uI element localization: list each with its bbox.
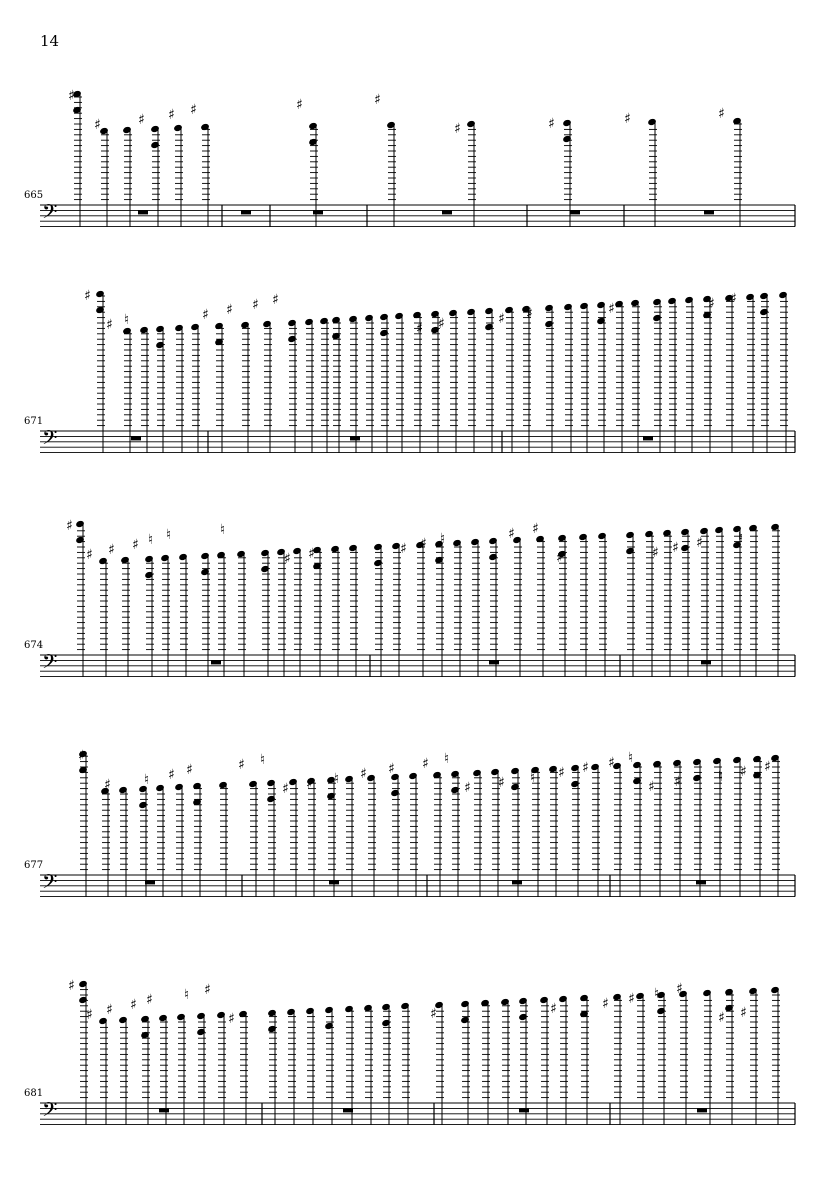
sharp-icon: ♯ <box>652 545 659 561</box>
sharp-icon: ♯ <box>508 526 515 542</box>
sharp-icon: ♯ <box>284 551 291 567</box>
sharp-icon: ♯ <box>740 764 747 780</box>
sharp-icon: ♯ <box>674 774 681 790</box>
sharp-icon: ♯ <box>104 777 111 793</box>
sharp-icon: ♯ <box>138 112 145 128</box>
sharp-icon: ♯ <box>648 779 655 795</box>
sharp-icon: ♯ <box>282 781 289 797</box>
natural-icon: ♮ <box>220 522 226 538</box>
sharp-icon: ♯ <box>106 1002 113 1018</box>
sharp-icon: ♯ <box>130 997 137 1013</box>
sharp-icon: ♯ <box>296 97 303 113</box>
sharp-icon: ♯ <box>624 111 631 127</box>
sharp-icon: ♯ <box>764 759 771 775</box>
sharp-icon: ♯ <box>558 765 565 781</box>
sharp-icon: ♯ <box>202 307 209 323</box>
natural-icon: ♮ <box>440 531 446 547</box>
whole-rest <box>343 1108 353 1112</box>
sharp-icon: ♯ <box>430 1006 437 1022</box>
page-number: 14 <box>40 32 60 50</box>
sharp-icon: ♯ <box>420 536 427 552</box>
sharp-icon: ♯ <box>464 780 471 796</box>
sharp-icon: ♯ <box>86 1007 93 1023</box>
natural-icon: ♮ <box>334 771 340 787</box>
sharp-icon: ♯ <box>718 106 725 122</box>
sharp-icon: ♯ <box>696 535 703 551</box>
natural-icon: ♮ <box>166 527 172 543</box>
sharp-icon: ♯ <box>608 301 615 317</box>
natural-icon: ♮ <box>148 532 154 548</box>
sharp-icon: ♯ <box>498 311 505 327</box>
sharp-icon: ♯ <box>582 760 589 776</box>
bass-clef-icon: 𝄢 <box>42 870 58 898</box>
sharp-icon: ♯ <box>78 748 85 764</box>
sharp-icon: ♯ <box>388 761 395 777</box>
sharp-icon: ♯ <box>168 767 175 783</box>
sharp-icon: ♯ <box>146 992 153 1008</box>
sharp-icon: ♯ <box>672 540 679 556</box>
natural-icon: ♮ <box>654 986 660 1002</box>
sharp-icon: ♯ <box>190 102 197 118</box>
sharp-icon: ♯ <box>498 775 505 791</box>
sharp-icon: ♯ <box>608 755 615 771</box>
sharp-icon: ♯ <box>168 107 175 123</box>
measure-number: 681 <box>24 1088 44 1099</box>
sharp-icon: ♯ <box>740 1005 747 1021</box>
natural-icon: ♮ <box>144 772 150 788</box>
measure-number: 677 <box>24 860 44 871</box>
sharp-icon: ♯ <box>360 766 367 782</box>
sharp-icon: ♯ <box>106 317 113 333</box>
sharp-icon: ♯ <box>228 1011 235 1027</box>
sharp-icon: ♯ <box>400 541 407 557</box>
natural-icon: ♮ <box>738 530 744 546</box>
whole-rest <box>697 1108 707 1112</box>
sharp-icon: ♯ <box>526 306 533 322</box>
natural-icon: ♮ <box>444 751 450 767</box>
sharp-icon: ♯ <box>438 316 445 332</box>
natural-icon: ♮ <box>628 750 634 766</box>
sharp-icon: ♯ <box>532 521 539 537</box>
natural-icon: ♮ <box>530 770 536 786</box>
natural-icon: ♮ <box>184 987 190 1003</box>
sharp-icon: ♯ <box>306 776 313 792</box>
natural-icon: ♮ <box>124 312 130 328</box>
measure-number: 665 <box>24 190 44 201</box>
measure-number: 674 <box>24 640 44 651</box>
sharp-icon: ♯ <box>94 117 101 133</box>
sharp-icon: ♯ <box>548 116 555 132</box>
sharp-icon: ♯ <box>186 762 193 778</box>
measure-number: 671 <box>24 416 44 427</box>
sharp-icon: ♯ <box>84 288 91 304</box>
whole-rest <box>159 1108 169 1112</box>
sharp-icon: ♯ <box>204 982 211 998</box>
sharp-icon: ♯ <box>308 546 315 562</box>
sharp-icon: ♯ <box>86 547 93 563</box>
sharp-icon: ♯ <box>628 991 635 1007</box>
sharp-icon: ♯ <box>108 542 115 558</box>
sharp-icon: ♯ <box>374 92 381 108</box>
sharp-icon: ♯ <box>252 297 259 313</box>
sharp-icon: ♯ <box>238 757 245 773</box>
sharp-icon: ♯ <box>550 1001 557 1017</box>
natural-icon: ♮ <box>718 769 724 785</box>
bass-clef-icon: 𝄢 <box>42 650 58 678</box>
sharp-icon: ♯ <box>422 756 429 772</box>
sharp-icon: ♯ <box>272 292 279 308</box>
sharp-icon: ♯ <box>730 291 737 307</box>
sharp-icon: ♯ <box>68 88 75 104</box>
sharp-icon: ♯ <box>416 321 423 337</box>
sharp-icon: ♯ <box>602 996 609 1012</box>
sharp-icon: ♯ <box>226 302 233 318</box>
sharp-icon: ♯ <box>676 981 683 997</box>
bass-clef-icon: 𝄢 <box>42 1098 58 1126</box>
sharp-icon: ♯ <box>718 1010 725 1026</box>
sharp-icon: ♯ <box>454 121 461 137</box>
whole-rest <box>519 1108 529 1112</box>
sharp-icon: ♯ <box>708 296 715 312</box>
sharp-icon: ♯ <box>556 550 563 566</box>
sharp-icon: ♯ <box>68 978 75 994</box>
natural-icon: ♮ <box>260 752 266 768</box>
sharp-icon: ♯ <box>132 537 139 553</box>
bass-clef-icon: 𝄢 <box>42 200 58 228</box>
bass-clef-icon: 𝄢 <box>42 426 58 454</box>
sharp-icon: ♯ <box>66 518 73 534</box>
